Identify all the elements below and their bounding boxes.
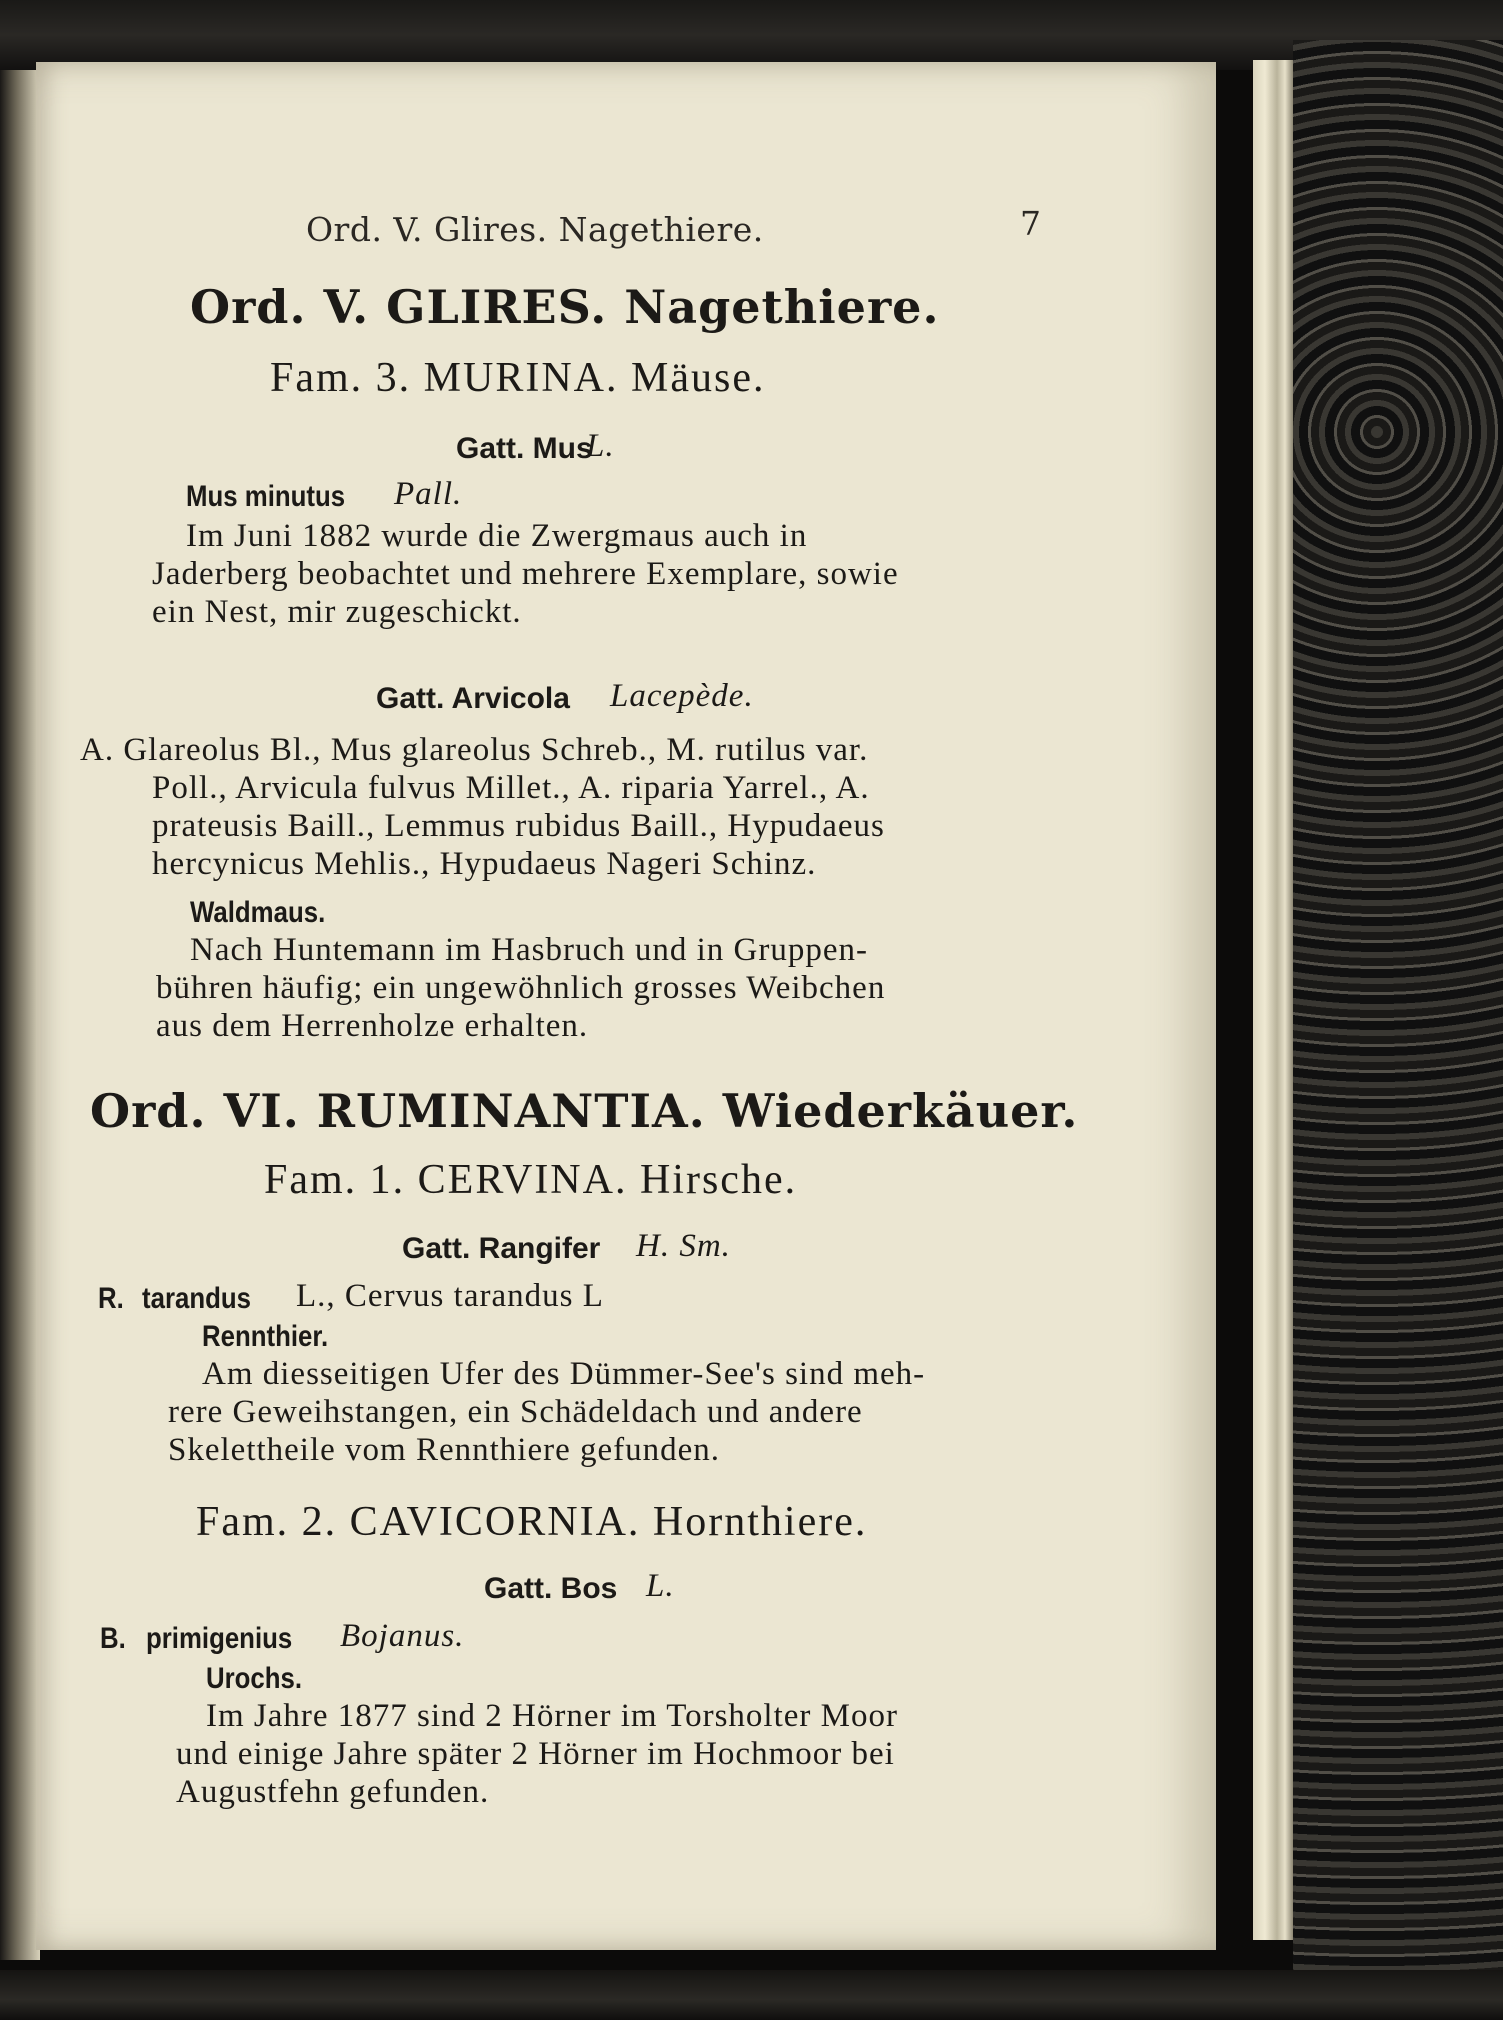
family-heading: Fam. 2. CAVICORNIA. Hornthiere. [196, 1499, 868, 1545]
genus-name: Gatt. Rangifer [402, 1232, 601, 1265]
genus-heading [484, 1572, 617, 1606]
text-line: und einige Jahre später 2 Hörner im Hochmoor bei [176, 1736, 895, 1772]
text-line: Nach Huntemann im Hasbruch und in Gruppen- [190, 932, 869, 968]
common-name [206, 1662, 318, 1696]
genus-heading [376, 682, 570, 716]
species-synonymy: L., Cervus tarandus L [296, 1278, 604, 1314]
family-heading: Fam. 3. MURINA. Mäuse. [270, 355, 766, 401]
genus-author [646, 1568, 675, 1605]
species-name: Mus minutus [186, 480, 346, 513]
species-author-text: Pall. [394, 476, 463, 512]
species-author [340, 1618, 464, 1655]
text-line: Jaderberg beobachtet und mehrere Exemplare, sowie [152, 556, 899, 592]
species-entry [146, 1622, 316, 1656]
order-heading: Ord. VI. RUMINANTIA. Wiederkäuer. [90, 1084, 1079, 1138]
running-head-title: Ord. V. Glires. Nagethiere. [306, 210, 764, 249]
genus-author [586, 428, 615, 465]
text-line: bühren häufig; ein ungewöhnlich grosses Weibchen [156, 970, 886, 1006]
common-name [202, 1320, 349, 1354]
text-line: Augustfehn gefunden. [176, 1774, 490, 1810]
text-line: Am diesseitigen Ufer des Dümmer-See's sind meh- [202, 1356, 926, 1392]
synonymy-line: prateusis Baill., Lemmus rubidus Baill., Hypudaeus [152, 808, 885, 844]
page-edges [1253, 60, 1293, 1940]
book-cover-bottom [0, 1970, 1503, 2020]
text-line: Skelettheile vom Rennthiere gefunden. [168, 1432, 721, 1468]
species-entry [142, 1282, 269, 1316]
common-name-text: Urochs. [206, 1662, 303, 1695]
species-author [394, 476, 462, 513]
genus-author-text: Lacepède. [610, 678, 754, 714]
genus-author [636, 1228, 731, 1265]
text-line: ein Nest, mir zugeschickt. [152, 594, 522, 630]
species-prefix: R. [98, 1282, 124, 1315]
text-line: Im Jahre 1877 sind 2 Hörner im Torsholter Moor [206, 1698, 898, 1734]
family-heading: Fam. 1. CERVINA. Hirsche. [264, 1157, 798, 1203]
text-line: Im Juni 1882 wurde die Zwergmaus auch in [186, 518, 808, 554]
page-gutter-left [0, 70, 40, 1960]
synonymy-line: Poll., Arvicula fulvus Millet., A. riparia Yarrel., A. [152, 770, 870, 806]
genus-name: Gatt. Arvicola [376, 682, 570, 715]
genus-author-text: L. [646, 1568, 675, 1604]
text-line: rere Geweihstangen, ein Schädeldach und andere [168, 1394, 863, 1430]
species-author-text: Bojanus. [340, 1618, 465, 1654]
common-name-text: Rennthier. [202, 1320, 329, 1353]
genus-author-text: L. [586, 428, 615, 464]
common-name [190, 896, 347, 930]
genus-heading [456, 432, 593, 466]
species-prefix: B. [100, 1622, 126, 1655]
common-name-text: Waldmaus. [190, 896, 326, 929]
species-entry [98, 1282, 128, 1316]
book-page [36, 62, 1216, 1950]
genus-author [610, 678, 754, 715]
synonymy-line: A. Glareolus Bl., Mus glareolus Schreb., M. rutilus var. [80, 732, 869, 768]
marbled-cover-edge [1293, 40, 1503, 2000]
page-content [36, 62, 1216, 1950]
genus-name: Gatt. Mus [456, 432, 593, 465]
species-name: tarandus [142, 1282, 251, 1315]
genus-heading [402, 1232, 600, 1266]
genus-author-text: H. Sm. [636, 1228, 731, 1264]
species-entry [186, 480, 371, 514]
synonymy-line: hercynicus Mehlis., Hypudaeus Nageri Schinz. [152, 846, 817, 882]
order-heading: Ord. V. GLIRES. Nagethiere. [190, 280, 940, 334]
text-line: aus dem Herrenholze erhalten. [156, 1008, 589, 1044]
genus-name: Gatt. Bos [484, 1572, 618, 1605]
species-entry [100, 1622, 130, 1656]
species-name: primigenius [146, 1622, 293, 1655]
page-number: 7 [1020, 204, 1042, 243]
